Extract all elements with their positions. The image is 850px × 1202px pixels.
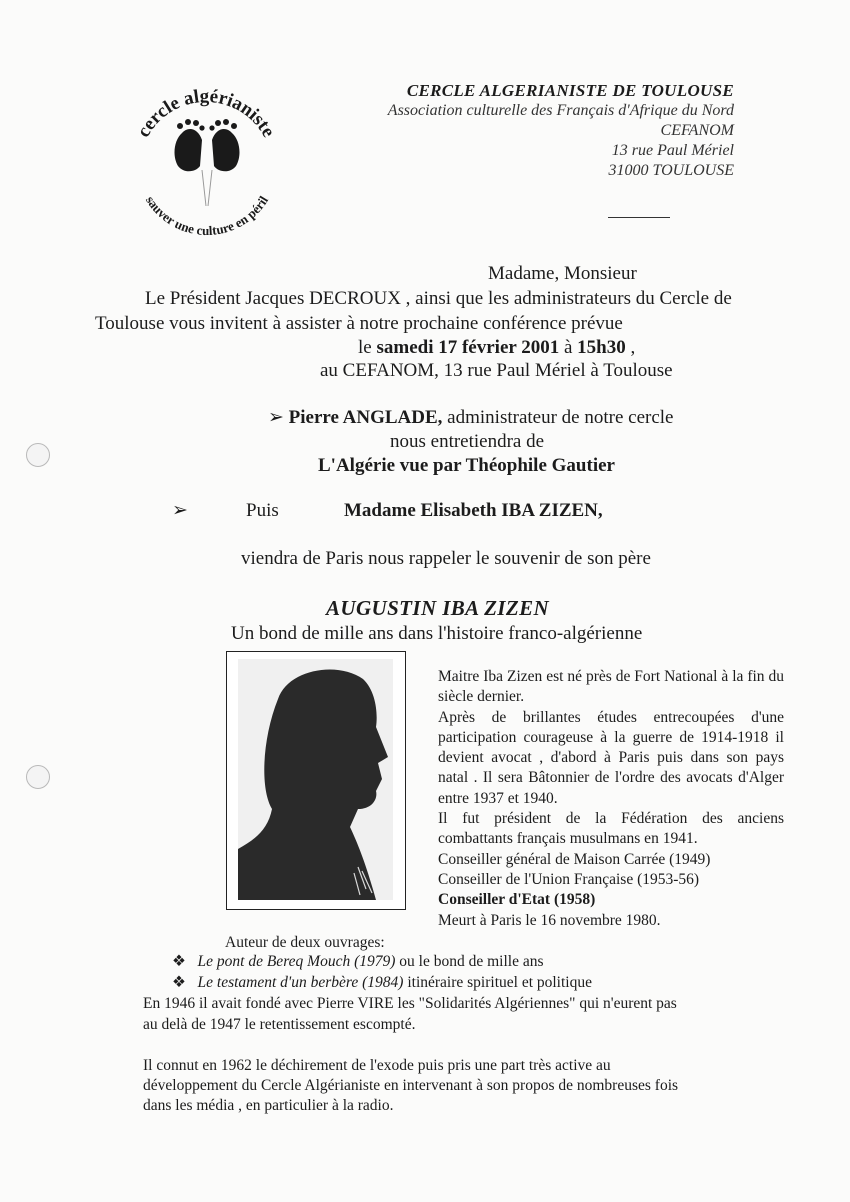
event-date: le samedi 17 février 2001 à 15h30 , [358, 337, 636, 358]
bio-paragraph: Conseiller de l'Union Française (1953-56) [438, 870, 700, 888]
works-item: ❖ Le testament d'un berbère (1984) itinéraire spirituel et politique [172, 974, 592, 991]
organization-subtitle: Association culturelle des Français d'Afrique du Nord [387, 102, 734, 119]
arrow-bullet-icon: ➢ [268, 407, 284, 428]
feature-subtitle: Un bond de mille ans dans l'histoire franco-algérienne [231, 623, 643, 644]
feature-name: AUGUSTIN IBA ZIZEN [326, 596, 550, 620]
works-intro: Auteur de deux ouvrages: [225, 934, 385, 951]
logo-bottom-text: sauver une culture en péril [142, 193, 272, 239]
portrait-photo [226, 651, 406, 910]
diamond-bullet-icon: ❖ [172, 953, 186, 970]
portrait-silhouette [238, 659, 393, 900]
speaker1-line2: nous entretiendra de [390, 431, 545, 452]
association-logo [122, 78, 292, 243]
organization-name: CERCLE ALGERIANISTE DE TOULOUSE [406, 81, 734, 100]
diamond-bullet-icon: ❖ [172, 974, 186, 991]
bio-last-line: Meurt à Paris le 16 novembre 1980. [438, 911, 661, 929]
invitation-line-2: Toulouse vous invitent à assister à notre prochaine conférence prévue [95, 313, 623, 334]
speaker2-line: viendra de Paris nous rappeler le souvenir de son père [241, 548, 651, 569]
biography-text [438, 667, 784, 931]
header-divider [608, 217, 670, 218]
organization-acronym: CEFANOM [660, 122, 734, 139]
paragraph-1-line-1: En 1946 il avait fondé avec Pierre VIRE les "Solidarités Algériennes" qui n'eurent pas [143, 995, 677, 1012]
works-item: ❖ Le pont de Bereq Mouch (1979) ou le bond de mille ans [172, 953, 544, 970]
organization-city: 31000 TOULOUSE [608, 162, 734, 179]
speaker2-puis: Puis [246, 500, 279, 521]
bio-paragraph: Conseiller général de Maison Carrée (1949) [438, 850, 711, 868]
arrow-bullet-icon: ➢ [172, 500, 188, 521]
paragraph-2-line-1: Il connut en 1962 le déchirement de l'exode puis pris une part très active au [143, 1057, 611, 1074]
bio-bold-line: Conseiller d'Etat (1958) [438, 891, 596, 909]
punch-hole [26, 443, 50, 467]
punch-hole [26, 765, 50, 789]
bio-paragraph: Maitre Iba Zizen est né près de Fort National à la fin du siècle dernier. [438, 668, 784, 706]
organization-street: 13 rue Paul Mériel [611, 142, 734, 159]
invitation-line-1: Le Président Jacques DECROUX , ainsi que les administrateurs du Cercle de [145, 288, 732, 309]
bio-paragraph: Il fut président de la Fédération des anciens combattants français musulmans en 1941. [438, 810, 784, 848]
salutation: Madame, Monsieur [488, 263, 637, 284]
paragraph-2-line-3: dans les média , en particulier à la radio. [143, 1097, 394, 1114]
paragraph-2-line-2: développement du Cercle Algérianiste en intervenant à son propos de nombreuses fois [143, 1077, 679, 1094]
speaker1-line: ➢ Pierre ANGLADE, administrateur de notre cercle [268, 407, 674, 428]
speaker2-name: Madame Elisabeth IBA ZIZEN, [344, 500, 603, 521]
paragraph-1-line-2: au delà de 1947 le retentissement escompté. [143, 1016, 416, 1033]
logo-top-text: cercle algérianiste [133, 85, 279, 141]
hands-icon [175, 119, 240, 206]
event-place: au CEFANOM, 13 rue Paul Mériel à Toulouse [320, 360, 673, 381]
bio-paragraph: Après de brillantes études entrecoupées d'une participation courageuse à la guerre de 1914-1918 il devient avocat , d'abord à Paris puis dans son pays natal . Il sera Bâtonnier de l'ordre des avocats d'Alger entre 1937 et 1940. [438, 708, 784, 807]
speaker1-topic: L'Algérie vue par Théophile Gautier [318, 455, 615, 476]
